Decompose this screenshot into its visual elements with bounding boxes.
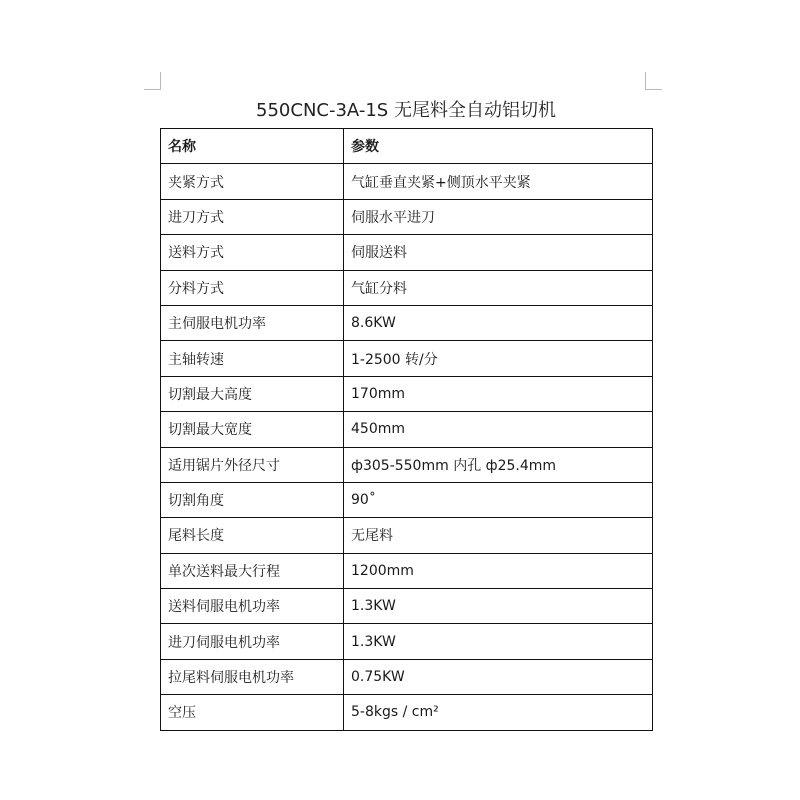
spec-table	[160, 128, 653, 731]
row-name: 进刀伺服电机功率	[161, 624, 344, 659]
row-value: 无尾料	[344, 518, 653, 553]
row-value: ф305-550mm 内孔 ф25.4mm	[344, 447, 653, 482]
row-name: 空压	[161, 695, 344, 730]
header-name: 名称	[161, 129, 344, 164]
table-row	[161, 589, 653, 624]
row-name: 送料方式	[161, 235, 344, 270]
row-name: 尾料长度	[161, 518, 344, 553]
table-row	[161, 447, 653, 482]
row-name: 切割最大宽度	[161, 412, 344, 447]
document-title: 550CNC-3A-1S 无尾料全自动铝切机	[160, 90, 652, 129]
row-value: 1200mm	[344, 553, 653, 588]
crop-mark-top-right-vertical	[645, 72, 646, 90]
row-name: 主伺服电机功率	[161, 305, 344, 340]
table-row	[161, 553, 653, 588]
table-row	[161, 695, 653, 730]
crop-mark-top-left-horizontal	[144, 89, 161, 90]
table-row	[161, 624, 653, 659]
row-name: 夹紧方式	[161, 164, 344, 199]
row-value: 450mm	[344, 412, 653, 447]
table-row	[161, 270, 653, 305]
row-value: 90˚	[344, 482, 653, 517]
row-name: 分料方式	[161, 270, 344, 305]
row-name: 进刀方式	[161, 199, 344, 234]
table-row	[161, 341, 653, 376]
row-value: 1-2500 转/分	[344, 341, 653, 376]
row-name: 切割最大高度	[161, 376, 344, 411]
header-value: 参数	[344, 129, 653, 164]
row-name: 切割角度	[161, 482, 344, 517]
row-value: 1.3KW	[344, 624, 653, 659]
row-value: 伺服水平进刀	[344, 199, 653, 234]
table-row	[161, 482, 653, 517]
row-value: 8.6KW	[344, 305, 653, 340]
row-value: 170mm	[344, 376, 653, 411]
crop-mark-top-left-vertical	[160, 72, 161, 90]
row-name: 适用锯片外径尺寸	[161, 447, 344, 482]
row-value: 0.75KW	[344, 659, 653, 694]
row-value: 5-8kgs / cm²	[344, 695, 653, 730]
row-value: 伺服送料	[344, 235, 653, 270]
table-row	[161, 305, 653, 340]
row-name: 送料伺服电机功率	[161, 589, 344, 624]
row-name: 主轴转速	[161, 341, 344, 376]
row-value: 1.3KW	[344, 589, 653, 624]
row-value: 气缸垂直夹紧+侧顶水平夹紧	[344, 164, 653, 199]
table-row	[161, 164, 653, 199]
table-row	[161, 518, 653, 553]
row-name: 拉尾料伺服电机功率	[161, 659, 344, 694]
row-value: 气缸分料	[344, 270, 653, 305]
table-header-row	[161, 129, 653, 164]
table-row	[161, 659, 653, 694]
row-name: 单次送料最大行程	[161, 553, 344, 588]
table-row	[161, 199, 653, 234]
table-row	[161, 412, 653, 447]
table-row	[161, 376, 653, 411]
table-row	[161, 235, 653, 270]
